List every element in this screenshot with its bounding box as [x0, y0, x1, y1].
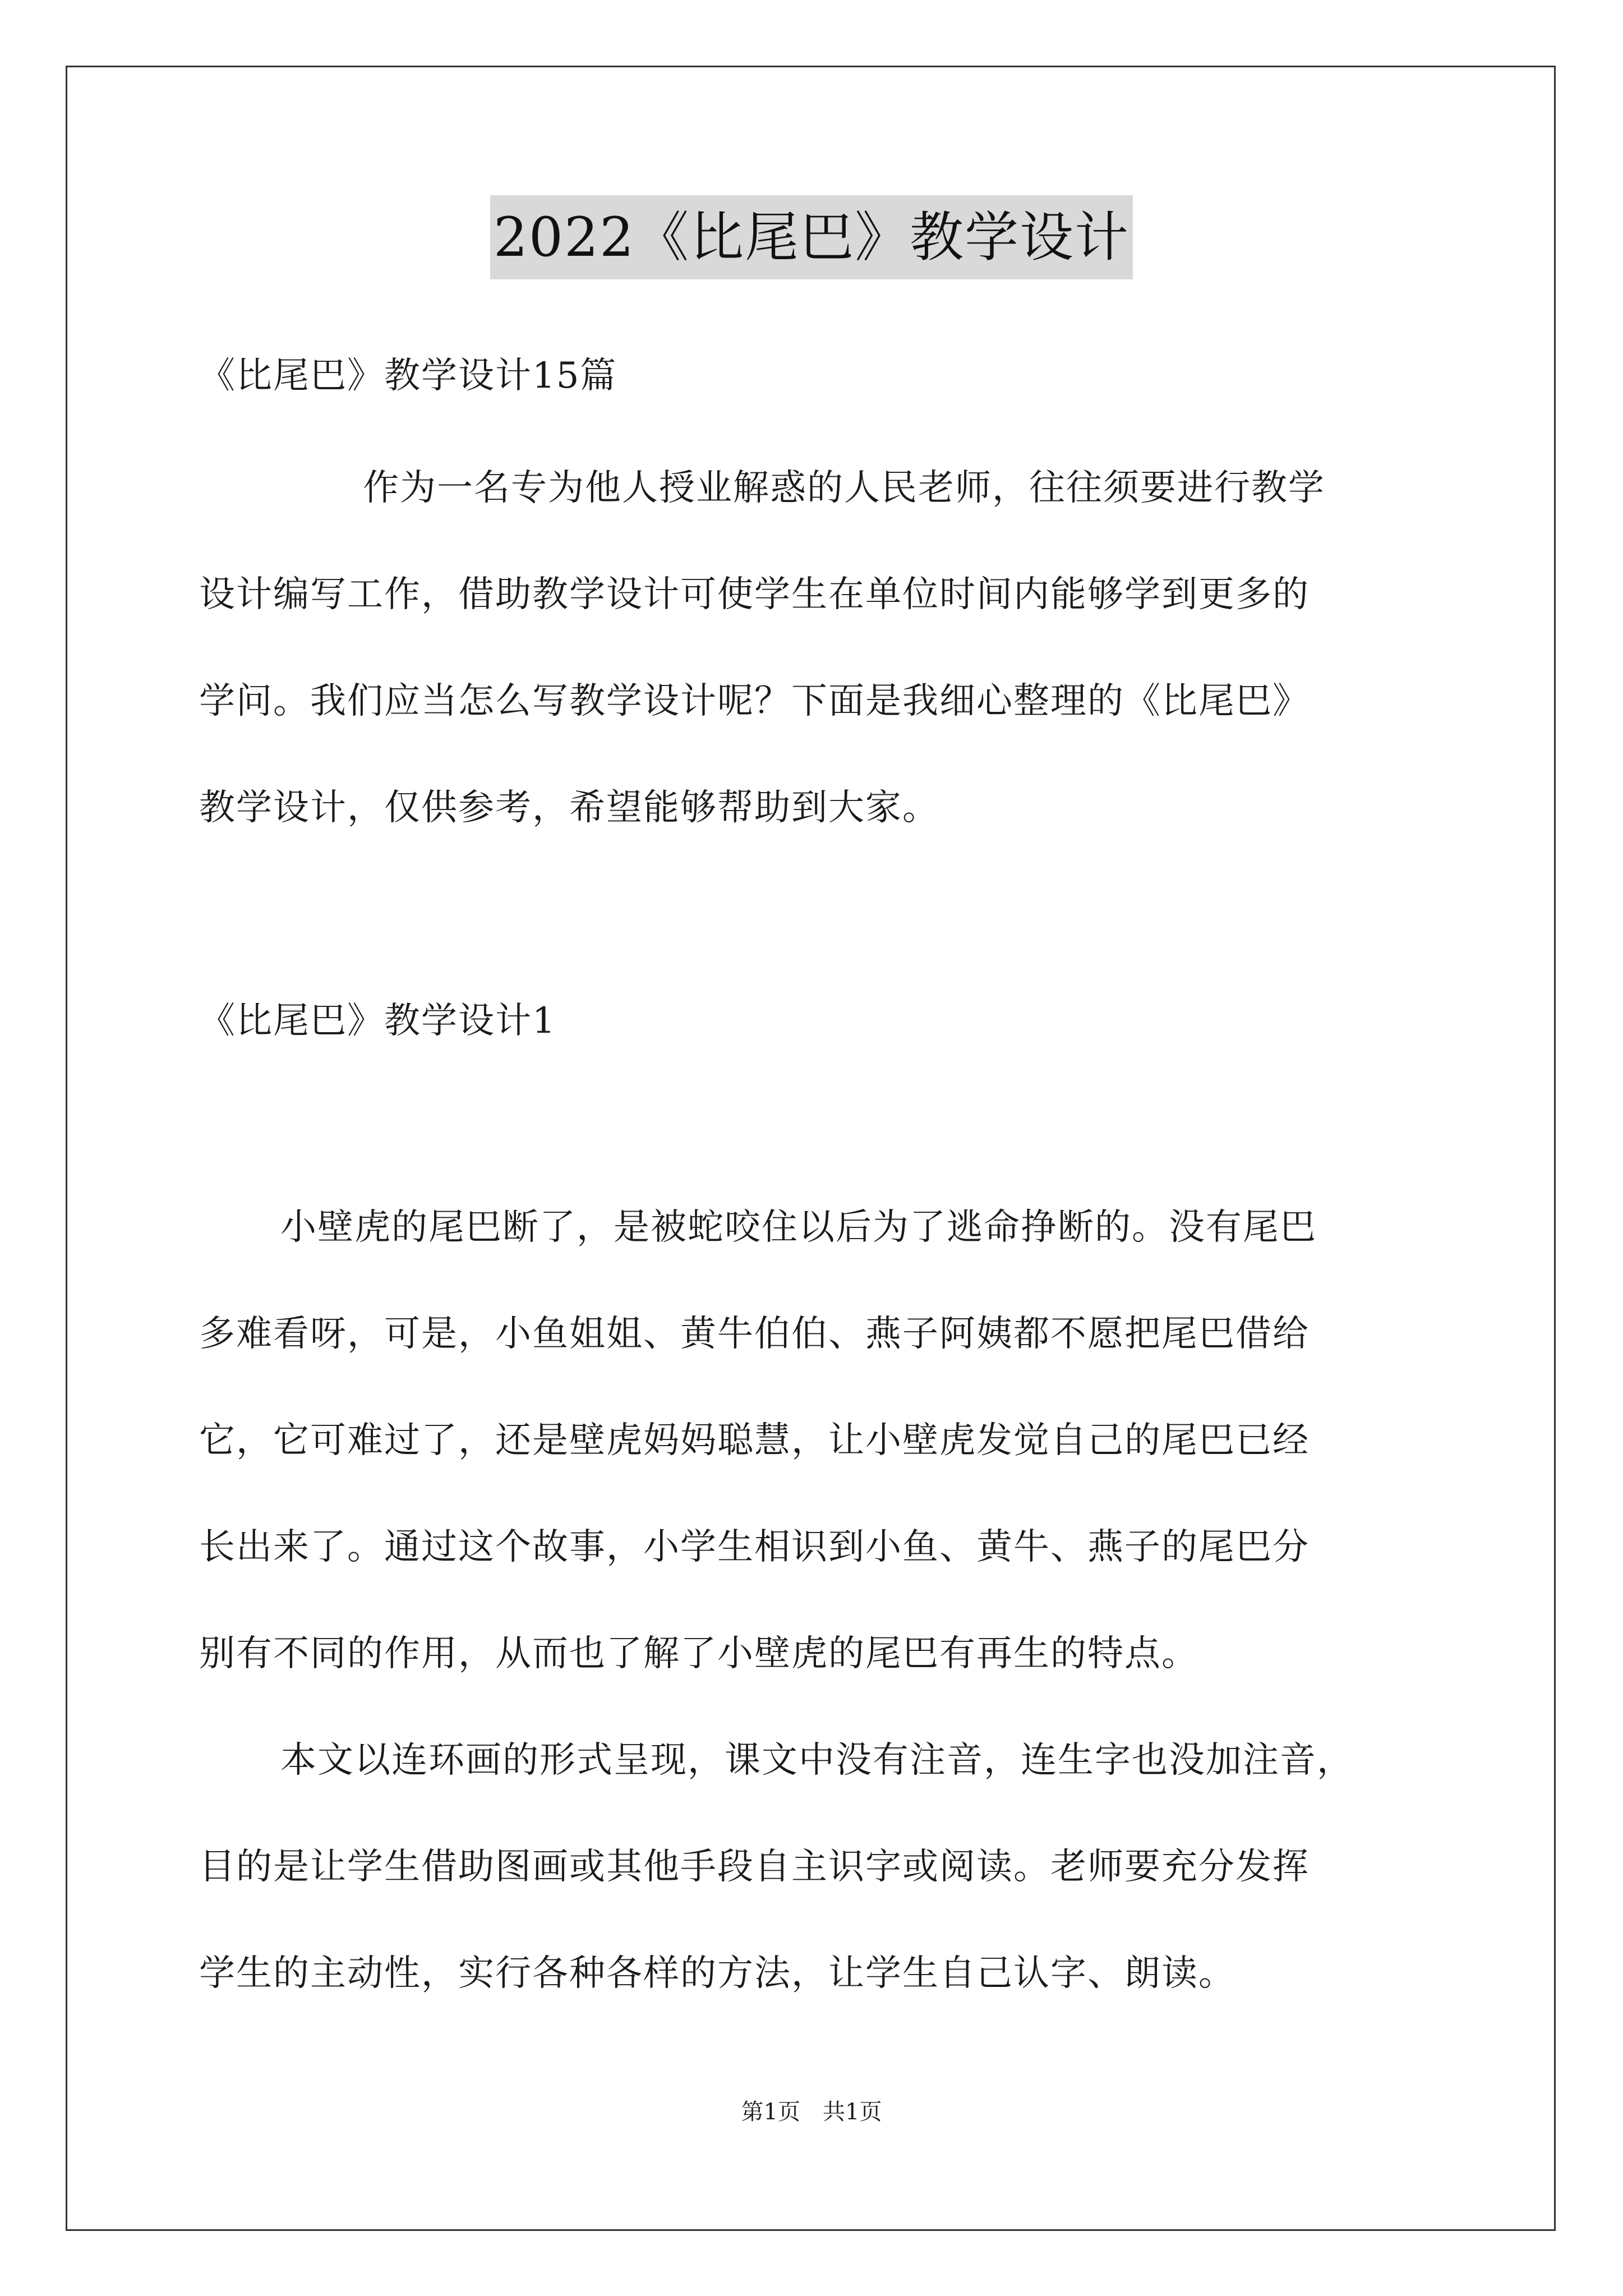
document-subtitle: 《比尾巴》教学设计15篇 — [199, 355, 617, 397]
paragraph2-line-2: 目的是让学生借助图画或其他手段自主识字或阅读。老师要充分发挥 — [199, 1846, 1310, 1888]
paragraph1-line-3: 它，它可难过了，还是壁虎妈妈聪慧，让小壁虎发觉自己的尾巴已经 — [199, 1420, 1310, 1461]
document-title: 2022《比尾巴》教学设计 — [490, 195, 1133, 279]
intro-line-3: 学问。我们应当怎么写教学设计呢？下面是我细心整理的《比尾巴》 — [199, 680, 1310, 722]
intro-line-1: 作为一名专为他人授业解惑的人民老师，往往须要进行教学 — [363, 467, 1325, 509]
intro-line-4: 教学设计，仅供参考，希望能够帮助到大家。 — [199, 787, 939, 829]
page-footer: 第1页 共1页 — [741, 2099, 882, 2125]
paragraph1-line-5: 别有不同的作用，从而也了解了小壁虎的尾巴有再生的特点。 — [199, 1633, 1198, 1674]
intro-line-2: 设计编写工作，借助教学设计可使学生在单位时间内能够学到更多的 — [199, 574, 1310, 615]
paragraph1-line-1: 小壁虎的尾巴断了，是被蛇咬住以后为了逃命挣断的。没有尾巴 — [280, 1207, 1317, 1248]
paragraph2-line-1: 本文以连环画的形式呈现，课文中没有注音，连生字也没加注音， — [280, 1740, 1354, 1781]
title-container — [0, 195, 1623, 279]
section-heading: 《比尾巴》教学设计1 — [199, 1000, 556, 1042]
paragraph1-line-2: 多难看呀，可是，小鱼姐姐、黄牛伯伯、燕子阿姨都不愿把尾巴借给 — [199, 1313, 1310, 1355]
paragraph2-line-3: 学生的主动性，实行各种各样的方法，让学生自己认字、朗读。 — [199, 1953, 1235, 1994]
paragraph1-line-4: 长出来了。通过这个故事，小学生相识到小鱼、黄牛、燕子的尾巴分 — [199, 1526, 1310, 1568]
